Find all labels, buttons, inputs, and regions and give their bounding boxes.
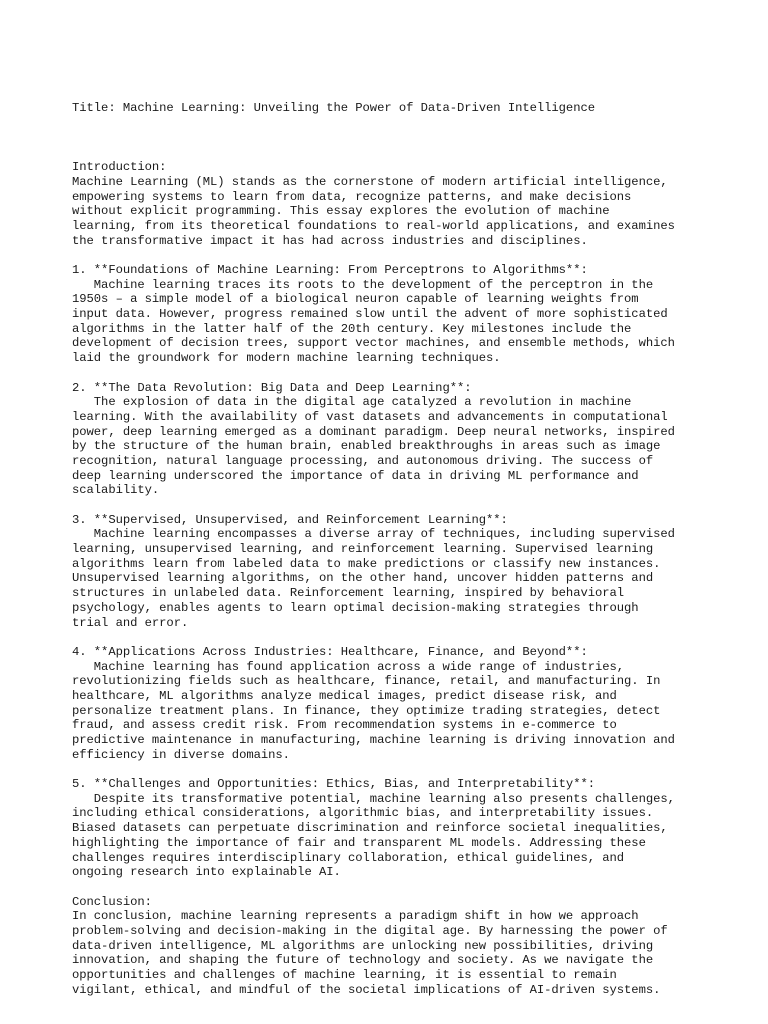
paragraph-text-line: learning. With the availability of vast datasets and advancements in computational: [72, 409, 668, 424]
paragraph-text-line: Machine learning has found application across a wide range of industries,: [72, 659, 625, 674]
paragraph-text-line: including ethical considerations, algorithmic bias, and interpretability issues.: [72, 806, 654, 821]
paragraph-text-line: opportunities and challenges of machine learning, it is essential to remain: [72, 968, 617, 982]
paragraph-heading-line: 3. **Supervised, Unsupervised, and Reinforcement Learning**:: [72, 512, 508, 527]
paragraph-text-line: by the structure of the human brain, enabled breakthroughs in areas such as image: [72, 439, 661, 454]
paragraph-text-line: ongoing research into explainable AI.: [72, 865, 341, 880]
paragraph-text-line: without explicit programming. This essay explores the evolution of machine: [72, 204, 610, 219]
paragraph-text-line: challenges requires interdisciplinary collaboration, ethical guidelines, and: [72, 850, 625, 865]
paragraph-text-line: efficiency in diverse domains.: [72, 747, 290, 762]
paragraph-gap: [72, 366, 712, 381]
paragraph-heading-line: 1. **Foundations of Machine Learning: From Perceptrons to Algorithms**:: [72, 263, 588, 277]
paragraph-gap: [72, 146, 712, 161]
paragraph-text-line: learning, from its theoretical foundations to real-world applications, and examines: [72, 218, 675, 233]
section-1-paragraph: [72, 263, 712, 366]
paragraph-text-line: Machine learning traces its roots to the development of the perceptron in the: [72, 277, 654, 292]
section-2-paragraph: [72, 381, 712, 499]
paragraph-heading-line: 4. **Applications Across Industries: Healthcare, Finance, and Beyond**:: [72, 644, 588, 659]
paragraph-heading-line: 2. **The Data Revolution: Big Data and Deep Learning**:: [72, 380, 472, 395]
paragraph-gap: [72, 880, 712, 895]
paragraph-text-line: Despite its transformative potential, machine learning also presents challenges,: [72, 791, 675, 806]
paragraph-text-line: predictive maintenance in manufacturing, machine learning is driving innovation and: [72, 733, 675, 747]
paragraph-text-line: innovation, and shaping the future of technology and society. As we navigate the: [72, 953, 654, 968]
paragraph-heading-line: 5. **Challenges and Opportunities: Ethics, Bias, and Interpretability**:: [72, 777, 595, 792]
paragraph-text-line: Biased datasets can perpetuate discrimination and reinforce societal inequalities,: [72, 821, 668, 836]
paragraph-text-line: Machine Learning (ML) stands as the cornerstone of modern artificial intelligence,: [72, 174, 668, 189]
paragraph-heading-line: Conclusion:: [72, 894, 152, 909]
paragraph-gap: [72, 498, 712, 513]
paragraph-text-line: algorithms in the latter half of the 20th century. Key milestones include the: [72, 321, 632, 336]
paragraph-text-line: revolutionizing fields such as healthcare, finance, retail, and manufacturing. In: [72, 674, 661, 689]
paragraph-text-line: trial and error.: [72, 615, 189, 630]
introduction-paragraph: [72, 160, 712, 248]
section-5-paragraph: [72, 777, 712, 880]
paragraph-text-line: the transformative impact it has had across industries and disciplines.: [72, 233, 588, 248]
paragraph-text-line: development of decision trees, support vector machines, and ensemble methods, which: [72, 336, 675, 351]
section-4-paragraph: [72, 645, 712, 763]
paragraph-text-line: The explosion of data in the digital age catalyzed a revolution in machine: [72, 395, 632, 410]
paragraph-text-line: problem-solving and decision-making in the digital age. By harnessing the power of: [72, 923, 668, 938]
paragraph-text-line: power, deep learning emerged as a dominant paradigm. Deep neural networks, inspired: [72, 424, 675, 439]
paragraph-text-line: scalability.: [72, 483, 160, 498]
paragraph-gap: [72, 762, 712, 777]
paragraph-text-line: highlighting the importance of fair and transparent ML models. Addressing these: [72, 835, 646, 850]
paragraph-text-line: vigilant, ethical, and mindful of the societal implications of AI-driven systems.: [72, 982, 661, 997]
document-page: [72, 72, 712, 1012]
paragraph-text-line: 1950s – a simple model of a biological neuron capable of learning weights from: [72, 292, 639, 307]
paragraph-text-line: deep learning underscored the importance of data in driving ML performance and: [72, 468, 639, 483]
paragraph-text-line: input data. However, progress remained slow until the advent of more sophisticated: [72, 307, 668, 322]
conclusion-paragraph: [72, 895, 712, 998]
document-title: Title: Machine Learning: Unveiling the Power of Data-Driven Intelligence: [72, 101, 595, 116]
paragraph-text-line: Machine learning encompasses a diverse array of techniques, including supervised: [72, 527, 675, 542]
paragraph-text-line: recognition, natural language processing, and autonomous driving. The success of: [72, 453, 654, 468]
paragraph-text-line: Unsupervised learning algorithms, on the other hand, uncover hidden patterns and: [72, 571, 654, 586]
paragraph-text-line: data-driven intelligence, ML algorithms are unlocking new possibilities, driving: [72, 938, 654, 953]
paragraph-text-line: learning, unsupervised learning, and reinforcement learning. Supervised learning: [72, 542, 654, 557]
paragraph-text-line: algorithms learn from labeled data to make predictions or classify new instances.: [72, 556, 661, 571]
paragraph-text-line: healthcare, ML algorithms analyze medical images, predict disease risk, and: [72, 688, 617, 703]
paragraph-heading-line: Introduction:: [72, 160, 167, 175]
paragraph-text-line: In conclusion, machine learning represents a paradigm shift in how we approach: [72, 909, 639, 924]
paragraph-text-line: personalize treatment plans. In finance, they optimize trading strategies, detect: [72, 703, 661, 718]
paragraph-gap: [72, 248, 712, 263]
document-body: [72, 146, 712, 998]
paragraph-text-line: structures in unlabeled data. Reinforcement learning, inspired by behavioral: [72, 586, 625, 601]
paragraph-text-line: psychology, enables agents to learn optimal decision-making strategies through: [72, 600, 639, 615]
paragraph-text-line: laid the groundwork for modern machine learning techniques.: [72, 351, 501, 366]
paragraph-text-line: empowering systems to learn from data, recognize patterns, and make decisions: [72, 189, 632, 204]
paragraph-gap: [72, 630, 712, 645]
paragraph-text-line: fraud, and assess credit risk. From recommendation systems in e-commerce to: [72, 718, 617, 733]
section-3-paragraph: [72, 513, 712, 631]
